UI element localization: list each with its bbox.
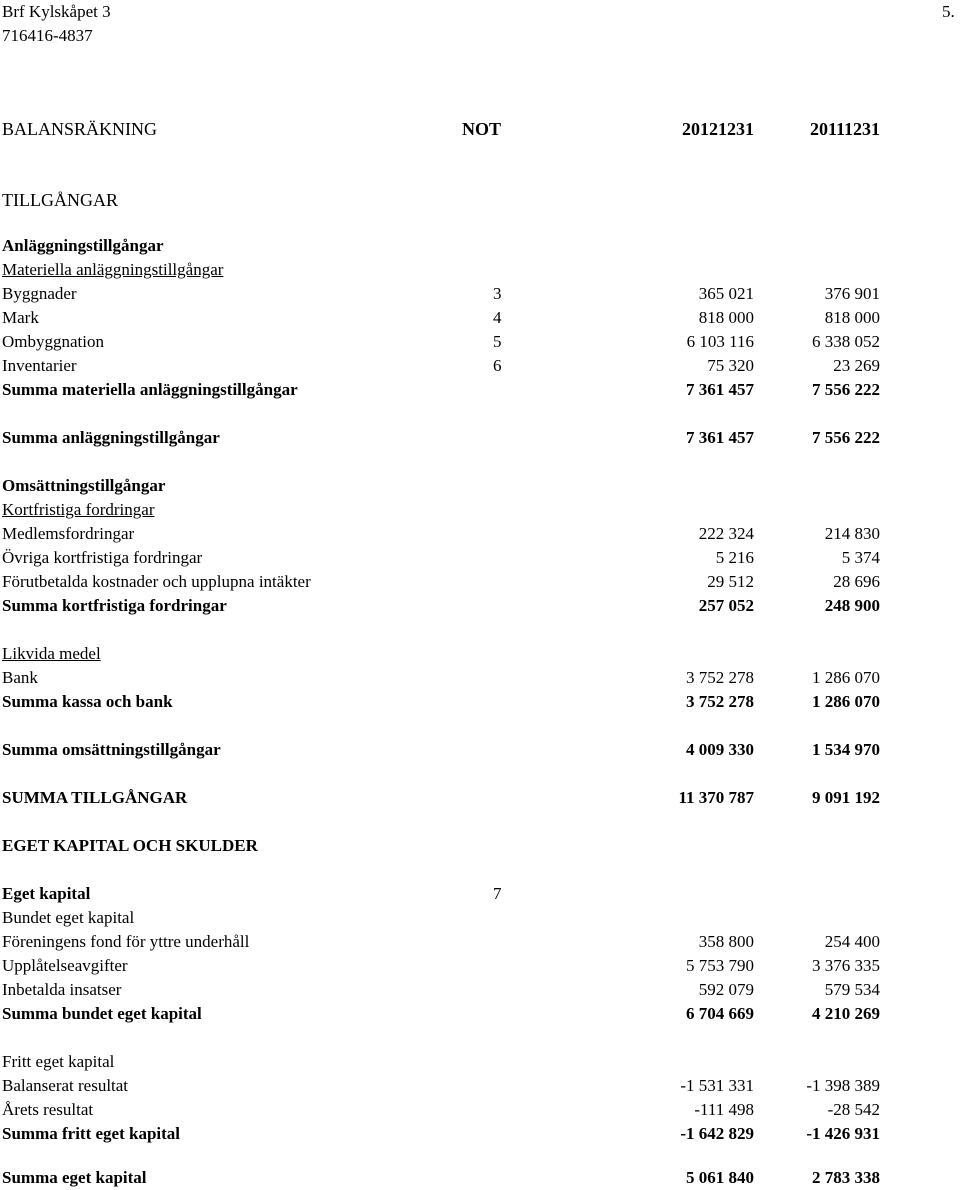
- row-label: Likvida medel: [2, 644, 101, 663]
- row-label: Inbetalda insatser: [2, 980, 122, 999]
- subtotal-row: [0, 426, 960, 450]
- row-previous-value: 1 534 970: [812, 740, 880, 759]
- row-current-value: 3 752 278: [686, 668, 754, 687]
- row-current-value: 818 000: [698, 308, 754, 327]
- row-label: Ombyggnation: [2, 332, 104, 351]
- row-previous-value: 9 091 192: [812, 788, 880, 807]
- row-label: Årets resultat: [2, 1100, 94, 1119]
- table-row: [0, 930, 960, 954]
- row-label: Bank: [2, 668, 38, 687]
- table-row: [0, 1098, 960, 1122]
- row-current-value: 75 320: [707, 356, 754, 375]
- row-current-value: 222 324: [698, 524, 754, 543]
- row-previous-value: 214 830: [824, 524, 880, 543]
- subtotal-row: [0, 1002, 960, 1026]
- table-row: [0, 1050, 960, 1074]
- row-label: Inventarier: [2, 356, 77, 375]
- company-name: Brf Kylskåpet 3: [2, 2, 111, 21]
- table-row: [0, 882, 960, 906]
- table-row: [0, 282, 960, 306]
- table-row: [0, 954, 960, 978]
- row-label: Summa kortfristiga fordringar: [2, 596, 227, 615]
- row-note: 5: [493, 332, 502, 351]
- previous-year-header: 20111231: [809, 119, 880, 139]
- row-label: Summa bundet eget kapital: [2, 1004, 202, 1023]
- subtotal-row: [0, 594, 960, 618]
- org-number: 716416-4837: [2, 26, 93, 45]
- row-label: Medlemsfordringar: [2, 524, 135, 543]
- row-previous-value: 376 901: [824, 284, 880, 303]
- table-row: [0, 330, 960, 354]
- row-current-value: 29 512: [707, 572, 754, 591]
- table-row: [0, 522, 960, 546]
- row-current-value: 7 361 457: [686, 380, 754, 399]
- row-previous-value: 2 783 338: [812, 1168, 880, 1187]
- row-current-value: 7 361 457: [686, 428, 754, 447]
- table-row: [0, 234, 960, 258]
- row-previous-value: 4 210 269: [812, 1004, 880, 1023]
- row-current-value: 365 021: [698, 284, 754, 303]
- row-note: 6: [493, 356, 502, 375]
- row-note: 4: [493, 308, 502, 327]
- table-row: [0, 306, 960, 330]
- row-label: Föreningens fond för yttre underhåll: [2, 932, 250, 951]
- table-row: [0, 1074, 960, 1098]
- assets-section-title: TILLGÅNGAR: [2, 190, 118, 210]
- table-row: [0, 978, 960, 1002]
- row-note: 3: [493, 284, 502, 303]
- row-previous-value: 248 900: [824, 596, 880, 615]
- row-current-value: 3 752 278: [686, 692, 754, 711]
- row-previous-value: 1 286 070: [812, 692, 880, 711]
- row-current-value: 5 753 790: [686, 956, 754, 975]
- row-label: Övriga kortfristiga fordringar: [2, 548, 203, 567]
- subtotal-row: [0, 378, 960, 402]
- row-current-value: 358 800: [698, 932, 754, 951]
- row-current-value: 592 079: [698, 980, 754, 999]
- table-row: [0, 258, 960, 282]
- row-label: Mark: [2, 308, 39, 327]
- row-previous-value: 23 269: [833, 356, 880, 375]
- row-current-value: 5 216: [715, 548, 754, 567]
- row-current-value: 11 370 787: [678, 788, 754, 807]
- row-label: SUMMA TILLGÅNGAR: [2, 788, 188, 807]
- row-previous-value: 7 556 222: [812, 380, 880, 399]
- row-label: Materiella anläggningstillgångar: [2, 260, 224, 279]
- row-previous-value: 254 400: [824, 932, 880, 951]
- row-label: Anläggningstillgångar: [2, 236, 164, 255]
- row-label: Summa materiella anläggningstillgångar: [2, 380, 298, 399]
- note-column-header: NOT: [462, 119, 502, 139]
- row-current-value: 6 103 116: [686, 332, 754, 351]
- subtotal-row: [0, 690, 960, 714]
- row-label: Bundet eget kapital: [2, 908, 135, 927]
- table-row: [0, 474, 960, 498]
- row-previous-value: -1 426 931: [806, 1124, 880, 1143]
- row-label: Eget kapital: [2, 884, 91, 903]
- page-number: 5.: [942, 2, 955, 21]
- row-label: Summa omsättningstillgångar: [2, 740, 221, 759]
- table-row: [0, 498, 960, 522]
- row-current-value: -1 531 331: [680, 1076, 754, 1095]
- row-current-value: 5 061 840: [686, 1168, 754, 1187]
- table-row: [0, 642, 960, 666]
- table-row: [0, 570, 960, 594]
- row-current-value: 6 704 669: [686, 1004, 754, 1023]
- row-label: Summa eget kapital: [2, 1168, 147, 1187]
- row-current-value: 257 052: [698, 596, 754, 615]
- section-heading-row: [0, 834, 960, 858]
- table-row: [0, 906, 960, 930]
- row-previous-value: 3 376 335: [812, 956, 880, 975]
- row-current-value: 4 009 330: [686, 740, 754, 759]
- row-previous-value: 579 534: [824, 980, 880, 999]
- row-label: Kortfristiga fordringar: [2, 500, 155, 519]
- row-previous-value: 1 286 070: [812, 668, 880, 687]
- row-current-value: -111 498: [694, 1100, 754, 1119]
- table-row: [0, 666, 960, 690]
- balance-sheet-title: BALANSRÄKNING: [2, 119, 158, 139]
- row-label: Balanserat resultat: [2, 1076, 129, 1095]
- row-previous-value: -1 398 389: [806, 1076, 880, 1095]
- row-label: Summa anläggningstillgångar: [2, 428, 220, 447]
- table-row: [0, 546, 960, 570]
- row-previous-value: 7 556 222: [812, 428, 880, 447]
- row-label: Fritt eget kapital: [2, 1052, 115, 1071]
- row-previous-value: 818 000: [824, 308, 880, 327]
- row-label: Summa fritt eget kapital: [2, 1124, 181, 1143]
- subtotal-row: [0, 738, 960, 762]
- row-label: Byggnader: [2, 284, 77, 303]
- row-previous-value: 28 696: [833, 572, 880, 591]
- row-label: EGET KAPITAL OCH SKULDER: [2, 836, 258, 855]
- subtotal-row: [0, 1122, 960, 1146]
- row-previous-value: -28 542: [827, 1100, 880, 1119]
- row-label: Förutbetalda kostnader och upplupna intäkter: [2, 572, 311, 591]
- table-row: [0, 354, 960, 378]
- total-row: [0, 786, 960, 810]
- row-note: 7: [493, 884, 502, 903]
- row-label: Summa kassa och bank: [2, 692, 173, 711]
- row-previous-value: 5 374: [841, 548, 880, 567]
- row-label: Upplåtelseavgifter: [2, 956, 128, 975]
- row-previous-value: 6 338 052: [812, 332, 880, 351]
- current-year-header: 20121231: [682, 119, 754, 139]
- row-label: Omsättningstillgångar: [2, 476, 166, 495]
- row-current-value: -1 642 829: [680, 1124, 754, 1143]
- total-row: [0, 1166, 960, 1190]
